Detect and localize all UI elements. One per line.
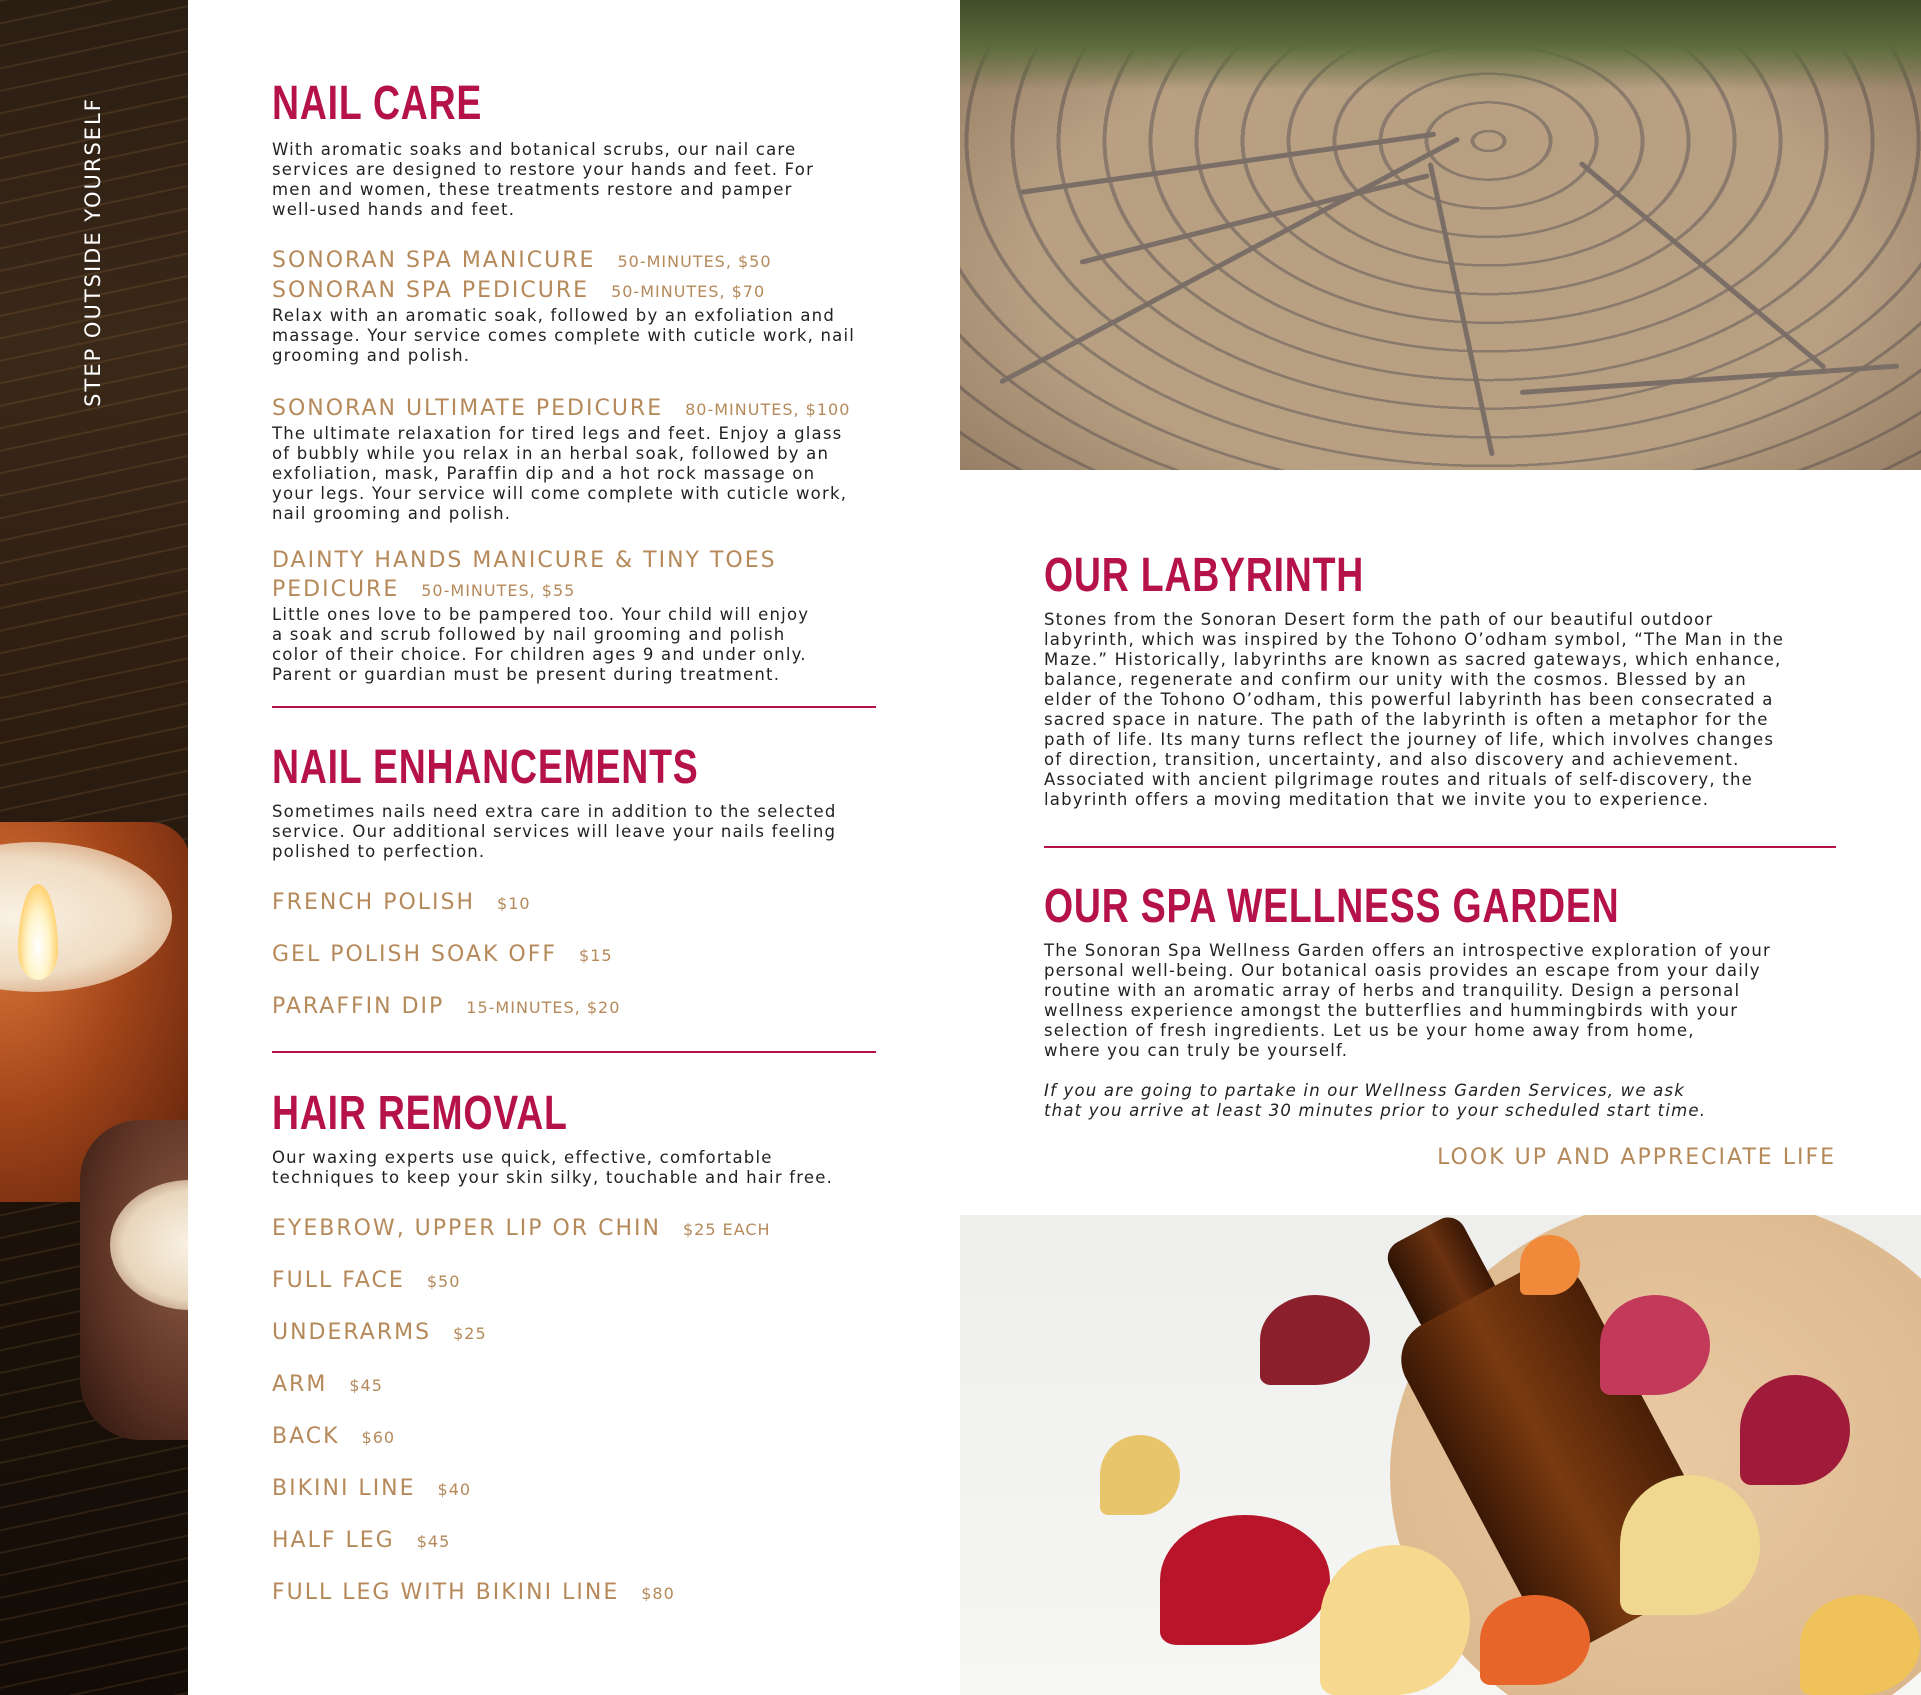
item-name: ARM — [272, 1372, 328, 1397]
item-price: $40 — [437, 1480, 472, 1499]
spa-description: Relax with an aromatic soak, followed by an exfoliation and massage. Your service comes complete with cuticle work, nail grooming and polish. — [272, 306, 856, 365]
item-price: $45 — [349, 1376, 383, 1395]
flower-petal — [1740, 1375, 1850, 1485]
stone-path — [999, 136, 1460, 385]
menu-item-paraffin-dip — [272, 992, 876, 1022]
menu-item-gel-polish — [272, 940, 876, 970]
desert-brush — [960, 0, 1921, 90]
item-price: $60 — [361, 1428, 396, 1447]
stone-path — [1428, 162, 1495, 456]
garden-note: If you are going to partake in our Wellness Garden Services, we ask that you arrive at least 30 minutes prior to your scheduled start time. — [1044, 1081, 1707, 1120]
item-name: BACK — [272, 1424, 340, 1449]
item-name: FULL LEG WITH BIKINI LINE — [272, 1580, 620, 1605]
flower-petal — [1600, 1295, 1710, 1395]
labyrinth-title: OUR LABYRINTH — [1044, 549, 1365, 602]
section-divider — [1044, 846, 1836, 848]
flower-petal — [1800, 1595, 1920, 1695]
flower-petal — [1100, 1435, 1180, 1515]
nail-care-intro: With aromatic soaks and botanical scrubs, our nail care services are designed to restore your hands and feet. For men and women, these treatments restore and pamper well-used hands and feet. — [272, 140, 815, 219]
item-name: BIKINI LINE — [272, 1476, 416, 1501]
menu-item-french-polish — [272, 888, 876, 918]
nail-enhancements-title: NAIL ENHANCEMENTS — [272, 741, 699, 794]
flower-petal — [1260, 1295, 1370, 1385]
flower-petal — [1320, 1545, 1470, 1695]
menu-item-spa-manicure — [272, 246, 876, 276]
hair-removal-intro: Our waxing experts use quick, effective, comfortable techniques to keep your skin silky, touchable and hair free. — [272, 1148, 834, 1187]
item-name: HALF LEG — [272, 1528, 395, 1553]
garden-section — [1044, 881, 1844, 1172]
item-price: $10 — [497, 894, 531, 913]
menu-item-eyebrow — [272, 1214, 876, 1244]
ultimate-description: The ultimate relaxation for tired legs and feet. Enjoy a glass of bubbly while you relax in an herbal soak, followed by an exfoliation, mask, Paraffin dip and a hot rock massage on your legs. Your service will come complete with cuticle work, nail grooming and polish. — [272, 424, 848, 523]
item-price: 50-MINUTES, $55 — [421, 581, 576, 600]
garden-tagline: LOOK UP AND APPRECIATE LIFE — [1437, 1145, 1836, 1170]
garden-title: OUR SPA WELLNESS GARDEN — [1044, 880, 1620, 933]
section-divider — [272, 706, 876, 708]
stone-path — [1079, 173, 1430, 265]
item-name: FRENCH POLISH — [272, 890, 476, 915]
item-name: SONORAN ULTIMATE PEDICURE — [272, 396, 664, 421]
botanical-oil-photo — [960, 1215, 1921, 1695]
menu-item-half-leg — [272, 1526, 876, 1556]
nail-enhancements-section — [272, 742, 876, 1022]
flower-petal — [1620, 1475, 1760, 1615]
item-name: GEL POLISH SOAK OFF — [272, 942, 558, 967]
stone-path — [1520, 363, 1899, 394]
section-divider — [272, 1051, 876, 1053]
menu-item-back — [272, 1422, 876, 1452]
dainty-description: Little ones love to be pampered too. Your child will enjoy a soak and scrub followed by nail grooming and polish color of their choice. For children ages 9 and under only. Parent or guardian must be present during treatment. — [272, 605, 810, 684]
menu-item-spa-pedicure — [272, 276, 876, 306]
labyrinth-section — [1044, 550, 1844, 810]
flower-petal — [1160, 1515, 1330, 1645]
menu-item-full-leg — [272, 1578, 876, 1608]
hair-removal-title: HAIR REMOVAL — [272, 1087, 568, 1140]
menu-item-bikini-line — [272, 1474, 876, 1504]
flower-petal — [1520, 1235, 1580, 1295]
nail-care-section — [272, 78, 876, 685]
stone-path — [1578, 161, 1826, 371]
item-name: SONORAN SPA PEDICURE — [272, 278, 590, 303]
item-price: 80-MINUTES, $100 — [685, 400, 851, 419]
item-name: DAINTY HANDS MANICURE & TINY TOES — [272, 548, 777, 573]
flower-petal — [1480, 1595, 1590, 1685]
garden-body: The Sonoran Spa Wellness Garden offers an introspective exploration of your personal well-being. Our botanical oasis provides an escape from your daily routine with an aromatic array of herbs and tranquility. Design a personal wellness experience amongst the butterflies and hummingbirds with your selection of fresh ingredients. Let us be your home away from home, where you can truly be yourself. — [1044, 941, 1771, 1060]
item-price: $50 — [426, 1272, 461, 1291]
item-price: $25 EACH — [682, 1220, 771, 1239]
item-name: PEDICURE — [272, 577, 400, 602]
menu-item-arm — [272, 1370, 876, 1400]
sidebar-vertical-text: STEP OUTSIDE YOURSELF — [81, 97, 105, 407]
item-name: UNDERARMS — [272, 1320, 432, 1345]
labyrinth-photo — [960, 0, 1921, 470]
item-price: $80 — [641, 1584, 675, 1603]
item-price: 50-MINUTES, $70 — [611, 282, 766, 301]
menu-item-underarms — [272, 1318, 876, 1348]
menu-item-dainty-hands-line2 — [272, 575, 876, 605]
item-name: EYEBROW, UPPER LIP OR CHIN — [272, 1216, 661, 1241]
menu-item-ultimate-pedicure — [272, 394, 876, 424]
menu-item-full-face — [272, 1266, 876, 1296]
sidebar-photo-strip — [0, 0, 188, 1695]
labyrinth-body: Stones from the Sonoran Desert form the path of our beautiful outdoor labyrinth, which was inspired by the Tohono O’odham symbol, “The Man in the Maze.” Historically, labyrinths are known as sacred gateways, which enhance, balance, regenerate and confirm our unity with the cosmos. Blessed by an elder of the Tohono O’odham, this powerful labyrinth has been consecrated a sacred space in nature. The path of the labyrinth is often a metaphor for the path of life. Its many turns reflect the journey of life, which involves changes of direction, transition, uncertainty, and also discovery and achievement. Associated with ancient pilgrimage routes and rituals of self-discovery, the labyrinth offers a moving meditation that we invite you to experience. — [1044, 610, 1785, 809]
hair-removal-section — [272, 1088, 876, 1608]
menu-item-dainty-hands — [272, 546, 876, 575]
nail-care-title: NAIL CARE — [272, 77, 483, 130]
item-price: 15-MINUTES, $20 — [466, 998, 621, 1017]
item-name: FULL FACE — [272, 1268, 405, 1293]
nail-enhancements-intro: Sometimes nails need extra care in addition to the selected service. Our additional services will leave your nails feeling polished to perfection. — [272, 802, 837, 861]
item-name: PARAFFIN DIP — [272, 994, 445, 1019]
item-name: SONORAN SPA MANICURE — [272, 248, 596, 273]
item-price: 50-MINUTES, $50 — [617, 252, 772, 271]
item-price: $25 — [453, 1324, 487, 1343]
item-price: $45 — [416, 1532, 451, 1551]
item-price: $15 — [579, 946, 613, 965]
